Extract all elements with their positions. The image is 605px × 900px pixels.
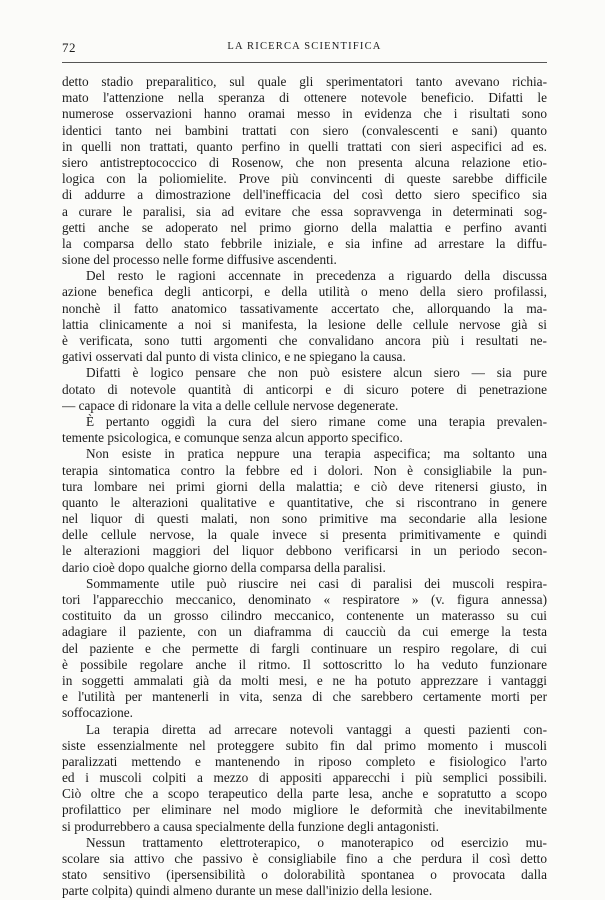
text-line: adagiare il paziente, con un diaframma di caucciù da cui emerge la testa [62, 624, 547, 640]
text-line: costituito da un grosso cilindro meccanico, contenente un materasso su cui [62, 608, 547, 624]
paragraph [62, 268, 547, 365]
text-line: mato l'attenzione nella speranza di ottenere notevole beneficio. Difatti le [62, 90, 547, 106]
text-line: in soggetti ammalati già da molti mesi, e ne ha potuto apprezzare i vantaggi [62, 672, 547, 688]
text-line: Non esiste in pratica neppure una terapia aspecifica; ma soltanto una [86, 446, 547, 462]
text-line: di addurre a dimostrazione dell'inefficacia del così detto siero specifico sia [62, 187, 547, 203]
paragraph [62, 365, 547, 414]
text-line: Difatti è logico pensare che non può esistere alcun siero — sia pure [86, 365, 547, 381]
text-line: quanto le alterazioni qualitative e quantitative, che si riscontrano in genere [62, 494, 547, 510]
text-line: La terapia diretta ad arrecare notevoli vantaggi a questi pazienti con- [86, 721, 547, 737]
text-line: profilattico per eliminare nel modo migliore le deformità che inevitabilmente [62, 802, 547, 818]
text-line: stato sensitivo (ipersensibilità o dolorabilità spontanea o provocata dalla [62, 867, 547, 883]
text-line: Ciò oltre che a scopo terapeutico della parte lesa, anche e sopratutto a scopo [62, 786, 547, 802]
header-rule [62, 62, 547, 63]
text-line: detto stadio preparalitico, sul quale gli sperimentatori tanto avevano richia- [62, 74, 547, 89]
text-line: logica con la poliomielite. Prove più convincenti di queste sarebbe difficile [62, 171, 547, 187]
page-number: 72 [62, 40, 76, 55]
text-line: siste essenzialmente nel proteggere subito fin dal primo momento i muscoli [62, 737, 547, 753]
paragraph [62, 722, 547, 835]
text-line: tura lombare nei primi giorni della malattia; e ciò deve ritenersi giusto, in [62, 478, 547, 494]
text-line: parte colpita) quindi almeno durante un mese dall'inizio della lesione. [62, 883, 433, 899]
text-line: gativi osservati dal punto di vista clinico, e ne spiegano la causa. [62, 349, 406, 365]
text-line: nel liquor di questi malati, non sono primitive ma secondarie alla lesione [62, 511, 547, 527]
text-line: nonchè il fatto anatomico tassativamente accertato che, allorquando la ma- [62, 300, 547, 316]
paragraph [62, 576, 547, 722]
text-line: paralizzati mettendo e mantenendo in riposo completo e fisiologico l'arto [62, 753, 547, 769]
text-line: è possibile regolare anche il ritmo. Il sottoscritto lo ha veduto funzionare [62, 656, 547, 672]
paragraph [62, 835, 547, 900]
running-title: LA RICERCA SCIENTIFICA [227, 41, 382, 52]
text-line: siero antistreptococcico di Rosenow, che non presenta alcuna relazione etio- [62, 154, 547, 170]
text-line: ed i muscoli colpiti a mezzo di appositi apparecchi i più semplici possibili. [62, 770, 547, 786]
text-line: Del resto le ragioni accennate in precedenza a riguardo della discussa [86, 268, 547, 284]
text-line: dotato di notevole quantità di anticorpi e di sicuro potere di penetrazione [62, 381, 547, 397]
text-line: le alterazioni maggiori del liquor debbono verificarsi in un periodo secon- [62, 543, 547, 559]
page-header [62, 40, 547, 60]
text-line: temente psicologica, e comunque senza alcun apporto specifico. [62, 430, 403, 446]
text-line: del paziente e che permette di fargli continuare un respiro regolare, di cui [62, 640, 547, 656]
text-line: si produrrebbero a causa specialmente della funzione degli antagonisti. [62, 818, 439, 834]
body-text [62, 74, 547, 900]
text-line: identici tanto nei bambini trattati con siero (convalescenti e sani) quanto [62, 122, 547, 138]
text-line: numerose osservazioni hanno oramai messo in evidenza che i risultati sono [62, 106, 547, 122]
text-line: delle cellule nervose, la quale invece si presenta primitivamente e quindi [62, 527, 547, 543]
text-line: la comparsa dello stato febbrile iniziale, e sia infine ad arrestare la diffu- [62, 235, 547, 251]
text-line: È pertanto oggidì la cura del siero rimane come una terapia prevalen- [86, 413, 547, 429]
text-line: soffocazione. [62, 705, 134, 721]
text-line: Sommamente utile può riuscire nei casi di paralisi dei muscoli respira- [86, 575, 547, 591]
paragraph [62, 74, 547, 268]
text-line: in quelli non trattati, quanto perfino in quelli trattati con sieri aspecifici ad es. [62, 138, 547, 154]
text-line: scolare sia attivo che passivo è consigliabile fino a che perdura il così detto [62, 851, 547, 866]
text-line: lattia clinicamente a noi si manifesta, la lesione delle cellule nervose già si [62, 316, 547, 332]
text-line: è verificata, sono tutti argomenti che convalidano ancora più i resultati ne- [62, 333, 547, 348]
text-line: getti anche se adoperato nel primo giorno della malattia e perfino avanti [62, 219, 547, 235]
text-line: azione benefica degli anticorpi, e della utilità o meno della siero profilassi, [62, 284, 547, 300]
paragraph [62, 446, 547, 576]
text-line: terapia sintomatica contro la febbre ed i dolori. Non è consigliabile la pun- [62, 462, 547, 478]
paragraph [62, 414, 547, 446]
text-line: — capace di ridonare la vita a delle cellule nervose degenerate. [62, 397, 399, 413]
text-line: Nessun trattamento elettroterapico, o manoterapico od esercizio mu- [86, 834, 547, 850]
text-line: a curare le paralisi, sia ad evitare che essa sopravvenga in determinati sog- [62, 203, 547, 219]
text-line: sione del processo nelle forme diffusive ascendenti. [62, 252, 337, 268]
text-line: e l'utilità per mantenerli in vita, senza di che sarebbero certamente morti per [62, 689, 547, 705]
text-line: dario cioè dopo qualche giorno della comparsa della paralisi. [62, 559, 386, 575]
text-line: tori l'apparecchio meccanico, denominato « respiratore » (v. figura annessa) [62, 592, 547, 607]
